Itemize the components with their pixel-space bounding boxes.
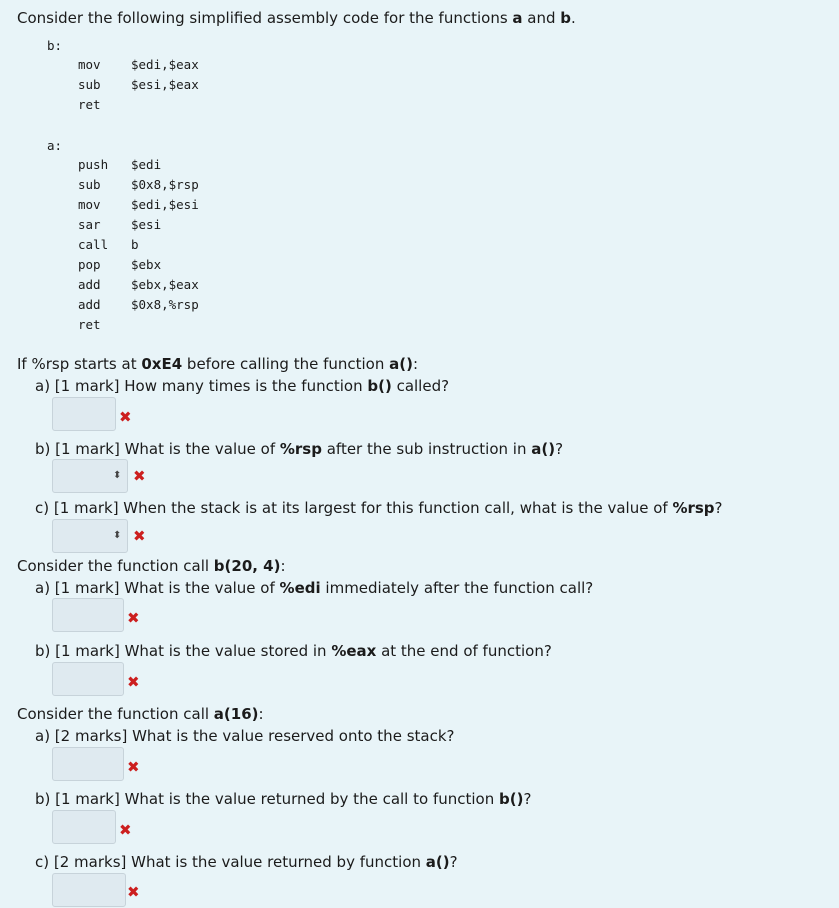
incorrect-icon: ✖: [127, 883, 140, 901]
answer-input-2b[interactable]: [52, 662, 124, 696]
select-arrows-icon[interactable]: ⬍: [113, 470, 122, 481]
code-b-instruction-op: sub: [78, 77, 101, 92]
intro-text: Consider the following simplified assembly code for the functions a and b.: [17, 9, 576, 27]
section2-intro: Consider the function call b(20, 4):: [17, 557, 286, 575]
code-a-instruction-args: $ebx: [131, 257, 162, 272]
question-1a: a) [1 mark] How many times is the function b() called?: [35, 377, 450, 395]
incorrect-icon: ✖: [119, 408, 132, 426]
answer-input-3a[interactable]: [52, 747, 124, 781]
code-b-instruction-op: mov: [78, 57, 101, 72]
code-a-instruction-op: mov: [78, 197, 101, 212]
question-3b: b) [1 mark] What is the value returned by the call to function b()?: [35, 790, 532, 808]
code-a-instruction-op: add: [78, 277, 101, 292]
code-a-instruction-op: sar: [78, 217, 101, 232]
incorrect-icon: ✖: [127, 673, 140, 691]
code-a-instruction-args: $edi: [131, 157, 162, 172]
section1-intro: If %rsp starts at 0xE4 before calling the function a():: [17, 355, 419, 373]
answer-input-2a[interactable]: [52, 598, 124, 632]
question-3c: c) [2 marks] What is the value returned by function a()?: [35, 853, 458, 871]
code-a-instruction-op: sub: [78, 177, 101, 192]
question-1c: c) [1 mark] When the stack is at its largest for this function call, what is the value of %rsp?: [35, 499, 723, 517]
code-a-instruction-op: pop: [78, 257, 101, 272]
question-2b: b) [1 mark] What is the value stored in %eax at the end of function?: [35, 642, 552, 660]
code-a-instruction-op: call: [78, 237, 109, 252]
code-a-instruction-op: ret: [78, 317, 101, 332]
answer-input-1a[interactable]: [52, 397, 116, 431]
code-a-instruction-args: $0x8,%rsp: [131, 297, 199, 312]
code-a-instruction-args: $esi: [131, 217, 162, 232]
code-b-instruction-args: $esi,$eax: [131, 77, 199, 92]
code-a-instruction-args: b: [131, 237, 139, 252]
code-b-instruction-args: $edi,$eax: [131, 57, 199, 72]
section3-intro: Consider the function call a(16):: [17, 705, 264, 723]
incorrect-icon: ✖: [133, 527, 146, 545]
code-a-instruction-op: push: [78, 157, 109, 172]
incorrect-icon: ✖: [133, 467, 146, 485]
question-3a: a) [2 marks] What is the value reserved onto the stack?: [35, 727, 455, 745]
code-a-instruction-args: $ebx,$eax: [131, 277, 199, 292]
incorrect-icon: ✖: [127, 609, 140, 627]
incorrect-icon: ✖: [127, 758, 140, 776]
code-label-b: b:: [47, 38, 63, 53]
code-a-instruction-op: add: [78, 297, 101, 312]
question-2a: a) [1 mark] What is the value of %edi immediately after the function call?: [35, 579, 594, 597]
incorrect-icon: ✖: [119, 821, 132, 839]
code-a-instruction-args: $0x8,$rsp: [131, 177, 199, 192]
question-1b: b) [1 mark] What is the value of %rsp after the sub instruction in a()?: [35, 440, 564, 458]
select-arrows-icon[interactable]: ⬍: [113, 530, 122, 541]
code-a-instruction-args: $edi,$esi: [131, 197, 199, 212]
code-b-instruction-op: ret: [78, 97, 101, 112]
code-label-a: a:: [47, 138, 63, 153]
answer-input-3b[interactable]: [52, 810, 116, 844]
answer-input-3c[interactable]: [52, 873, 126, 907]
